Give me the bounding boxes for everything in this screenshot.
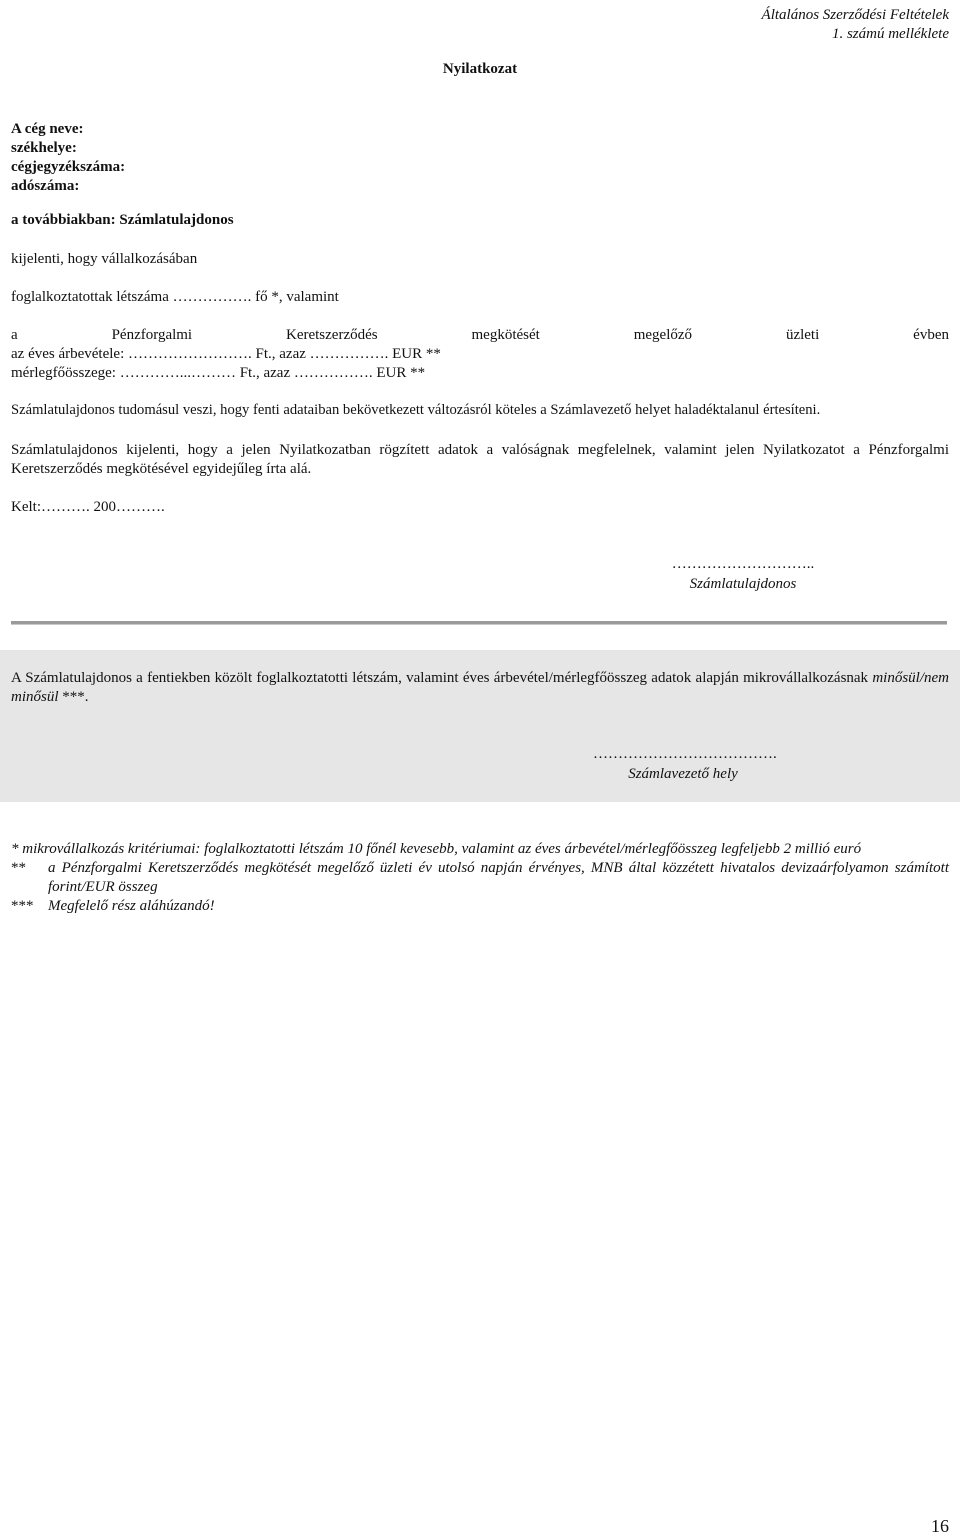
document-header bbox=[762, 6, 949, 44]
word: üzleti bbox=[785, 327, 820, 343]
bank-statement-end: ***. bbox=[58, 689, 89, 705]
footnote-1: * mikrovállalkozás kritériumai: foglalkoztatotti létszám 10 főnél kevesebb, valamint az éves árbevétel/mérlegfőösszeg legfeljebb 2 millió euró bbox=[11, 841, 862, 857]
footnote-3 bbox=[11, 897, 949, 916]
prior-year-line bbox=[11, 327, 949, 344]
page-title: Nyilatkozat bbox=[442, 61, 518, 77]
bank-signature bbox=[593, 744, 777, 784]
footnote-mark: *** bbox=[11, 898, 34, 914]
bank-section bbox=[0, 650, 960, 802]
section-divider bbox=[11, 621, 947, 625]
employees-line: foglalkoztatottak létszáma ……………. fő *, valamint bbox=[11, 289, 339, 305]
balance-line: mérlegfőösszege: …………...……… Ft., azaz ……………. EUR ** bbox=[11, 365, 426, 381]
footnote-text: a Pénzforgalmi Keretszerződés megkötését megelőző üzleti év utolsó napján érvényes, MNB által közzétett hivatalos devizaárfolyamon számított forint/EUR összeg bbox=[48, 860, 949, 895]
signature-label: Számlavezető hely bbox=[628, 766, 738, 782]
bank-statement bbox=[11, 669, 949, 707]
header-line-2: 1. számú melléklete bbox=[831, 26, 949, 42]
footnotes bbox=[11, 840, 949, 916]
revenue-line: az éves árbevétele: ……………………. Ft., azaz ……………. EUR ** bbox=[11, 346, 441, 362]
footnote-mark: ** bbox=[11, 860, 26, 876]
owner-signature bbox=[653, 554, 833, 594]
company-name-label: A cég neve: bbox=[11, 121, 84, 137]
signature-dots: ………………………………. bbox=[593, 746, 777, 762]
signature-label: Számlatulajdonos bbox=[689, 576, 797, 592]
bank-statement-text: A Számlatulajdonos a fentiekben közölt foglalkoztatotti létszám, valamint éves árbevétel/mérlegfőösszeg adatok alapján mikrovállalkozásnak bbox=[11, 670, 873, 686]
word: megkötését bbox=[471, 327, 540, 343]
declaration-paragraph: Számlatulajdonos kijelenti, hogy a jelen Nyilatkozatban rögzített adatok a valóságnak megfelelnek, valamint jelen Nyilatkozatot a Pénzforgalmi Keretszerződés megkötésével egyidejűleg írta alá. bbox=[11, 442, 949, 477]
footnote-2 bbox=[11, 859, 949, 897]
declares-line: kijelenti, hogy vállalkozásában bbox=[11, 251, 198, 267]
footnote-text: Megfelelő rész aláhúzandó! bbox=[48, 898, 215, 914]
signature-dots: ……………………….. bbox=[671, 556, 815, 572]
company-fields bbox=[11, 120, 125, 196]
word: Pénzforgalmi bbox=[111, 327, 193, 343]
page-number: 16 bbox=[931, 1516, 949, 1536]
company-registry-label: cégjegyzékszáma: bbox=[11, 159, 126, 175]
word: megelőző bbox=[633, 327, 693, 343]
word: évben bbox=[913, 327, 949, 343]
dated-line: Kelt:………. 200………. bbox=[11, 499, 165, 515]
company-seat-label: székhelye: bbox=[11, 140, 77, 156]
hereinafter-line: a továbbiakban: Számlatulajdonos bbox=[11, 212, 234, 228]
notify-paragraph: Számlatulajdonos tudomásul veszi, hogy fenti adataiban bekövetkezett változásról köteles a Számlavezető helyet haladéktalanul értesíteni. bbox=[11, 402, 821, 418]
word: a bbox=[11, 327, 18, 343]
header-line-1: Általános Szerződési Feltételek bbox=[761, 7, 949, 23]
bank-statement-choice: minősül/nem minősül bbox=[11, 670, 949, 705]
company-tax-label: adószáma: bbox=[11, 178, 80, 194]
word: Keretszerződés bbox=[286, 327, 378, 343]
